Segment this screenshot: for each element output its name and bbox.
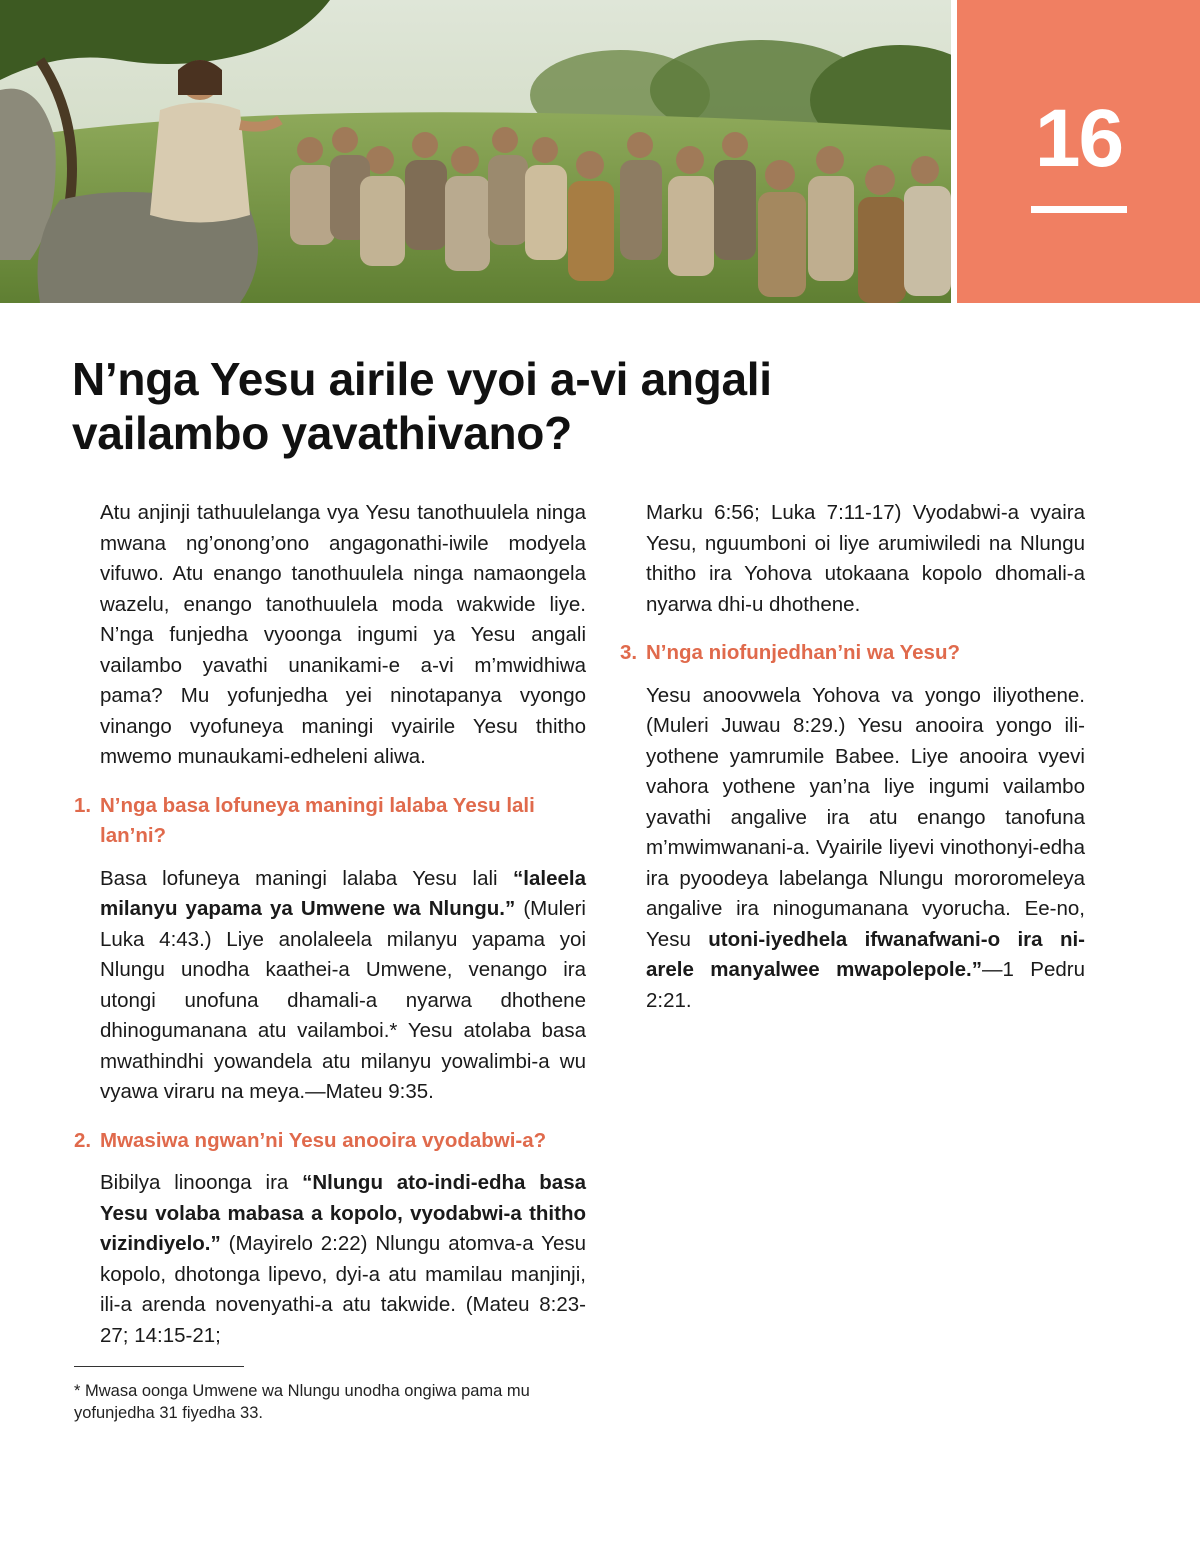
question-2-number: 2. [74,1128,92,1152]
question-2-text: Mwasiwa ngwan’ni Yesu anooira vyodabwi-a? [100,1128,547,1152]
hero-illustration [0,0,951,303]
answer-1-text-b: (Muleri Luka 4:43.) Liye anolaleela milanyu yapama yoi Nlungu unodha kaathei-a Umwene, venango ira utongi unofuna dhamali-a nyarwa dhothene dhinogumanana atu vailamboi.* Yesu atolaba basa mwathindhi yowandela atu milanyu yowalimbi-a wu vyawa viraru na meya.—Mateu 9:35. [100,897,586,1103]
answer-2-text-b: (Mayirelo 2:22) Nlungu atomva-a Yesu kopolo, dhotonga lipevo, dyi-a atu mamilau manjinji, ili-a arenda novenyathi-a atu takwide. (Mateu 8:23-27; 14:15-21; [100,1232,586,1347]
answer-1-paragraph [74,864,586,1108]
lesson-number: 16 [1034,93,1123,184]
answer-2-paragraph [74,1168,586,1351]
answer-3-text-b: —1 Pedru 2:21. [646,958,1085,1012]
question-3-text: N’nga niofunjedhan’ni wa Yesu? [646,641,960,664]
answer-2-text-a: Bibilya linoonga ira [100,1171,303,1194]
answer-3-bold-quote: utoni-iyedhela ifwanafwani-o ira ni-arele manyalwee mwapolepole.” [646,927,1085,981]
answer-3-text-a: Yesu anoovwela Yohova va yongo iliyothene. (Muleri Juwau 8:29.) Yesu anooira yongo iliyothene yamrumile Babee. Liye anooira vyevi vahora yothene yan’na liye ingumi vailambo yavathi angalive ira atu enango tanofuna m’mwimwanani-a. Vyairile liyevi vinothonyi-edha ira pyoodeya labelanga Nlungu mororomeleya angalive ira ninogumanana vyorucha. Ee-no, Yesu [646,683,1085,951]
right-column [620,498,1085,1030]
lesson-number-underline [1031,206,1127,213]
answer-2-bold-quote: “Nlungu ato-indi-edha basa Yesu volaba mabasa a kopolo, vyodabwi-a thitho vizindiyelo.” [100,1171,586,1255]
answer-1-text-a: Basa lofuneya maningi lalaba Yesu lali [100,866,514,890]
footnote: * Mwasa oonga Umwene wa Nlungu unodha ongiwa pama mu yofunjedha 31 fiyedha 33. [74,1382,530,1422]
lesson-number-box [957,0,1200,303]
question-1-number: 1. [74,793,92,817]
answer-1-bold-quote: “laleela milanyu yapama ya Umwene wa Nlungu.” [100,866,586,920]
answer-3-paragraph [620,681,1085,1017]
question-3-heading [620,638,1085,669]
answer-2-continued: Marku 6:56; Luka 7:11-17) Vyodabwi-a vyaira Yesu, nguumboni oi liye arumiwiledi na Nlungu thitho ira Yohova utokaana kopolo dhomali-a nyarwa dhi-u dhothene. [646,501,1085,616]
page-title: N’nga Yesu airile vyoi a-vi angali vailambo yavathivano? [72,353,772,459]
intro-paragraph: Atu anjinji tathuulelanga vya Yesu tanothuulela ninga mwana ng’onong’ono angagonathi-iwile modyela vifuwo. Atu enango tanothuulela ninga namaongela wazelu, enango tanothuulela moda wakwide liye. N’nga funjedha vyoonga ingumi ya Yesu angali vailambo yavathi unanikami-e a-vi m’mwidhiwa pama? Mu yofunjedha yei ninotapanya vyongo vinango vyofuneya maningi vyairile Yesu thitho mwemo munaukami-edheleni aliwa. [100,501,586,768]
footnote-divider [74,1366,244,1367]
question-1-text: N’nga basa lofuneya maningi lalaba Yesu lali lan’ni? [100,793,535,847]
hero-scene [0,0,951,303]
question-1-heading [74,791,586,852]
question-3-number: 3. [620,641,638,664]
left-column [74,498,586,1365]
question-2-heading [74,1126,586,1157]
